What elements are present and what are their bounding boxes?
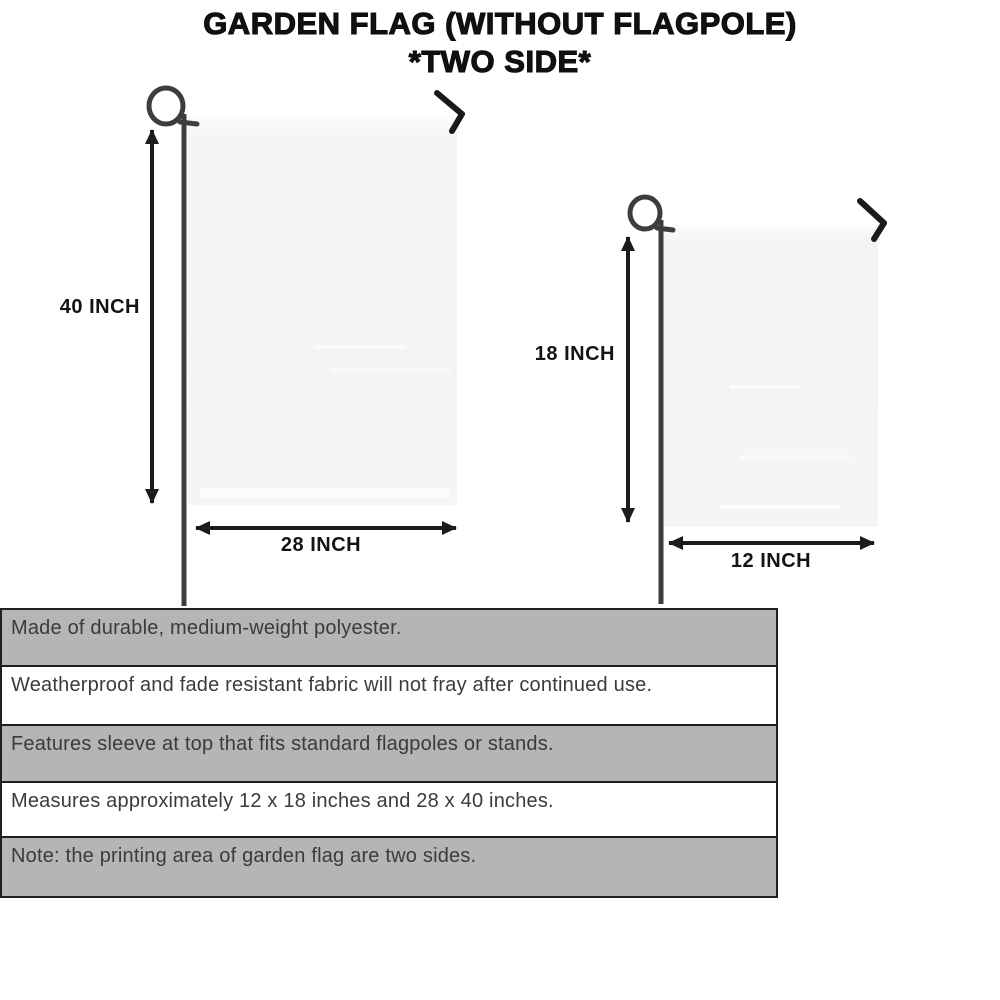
small-flag-crease: [730, 385, 800, 389]
small-flagpole-joint: [657, 228, 673, 230]
large-flag-diagram: [149, 88, 462, 606]
large-flag-crease: [315, 345, 405, 349]
small-flag-width-label: 12 INCH: [730, 550, 812, 572]
large-flag-width-label: 28 INCH: [280, 534, 362, 556]
feature-row-note: Note: the printing area of garden flag are two sides.: [0, 836, 778, 898]
feature-row-weatherproof: Weatherproof and fade resistant fabric will not fray after continued use.: [0, 665, 778, 726]
title-line-2: *TWO SIDE*: [408, 43, 592, 79]
small-flag-diagram: [628, 197, 884, 604]
small-flag-height-label: 18 INCH: [534, 343, 615, 365]
small-flagpole-loop: [630, 197, 660, 229]
feature-row-measurements: Measures approximately 12 x 18 inches and 28 x 40 inches.: [0, 781, 778, 838]
large-flag-fabric: [188, 117, 457, 505]
feature-row-material: Made of durable, medium-weight polyester.: [0, 608, 778, 667]
feature-list: [0, 608, 778, 898]
small-flag-fabric: [664, 225, 878, 527]
feature-row-sleeve: Features sleeve at top that fits standard flagpoles or stands.: [0, 724, 778, 783]
large-flag-height-label: 40 INCH: [59, 296, 140, 318]
large-flagpole-loop: [149, 88, 183, 124]
small-flag-crease: [720, 505, 840, 509]
large-flagpole-joint: [180, 122, 197, 124]
title-line-1: GARDEN FLAG (WITHOUT FLAGPOLE): [203, 6, 797, 41]
large-flag-crease: [330, 368, 450, 372]
large-flag-crease: [200, 488, 450, 498]
small-flag-crease: [740, 455, 850, 459]
